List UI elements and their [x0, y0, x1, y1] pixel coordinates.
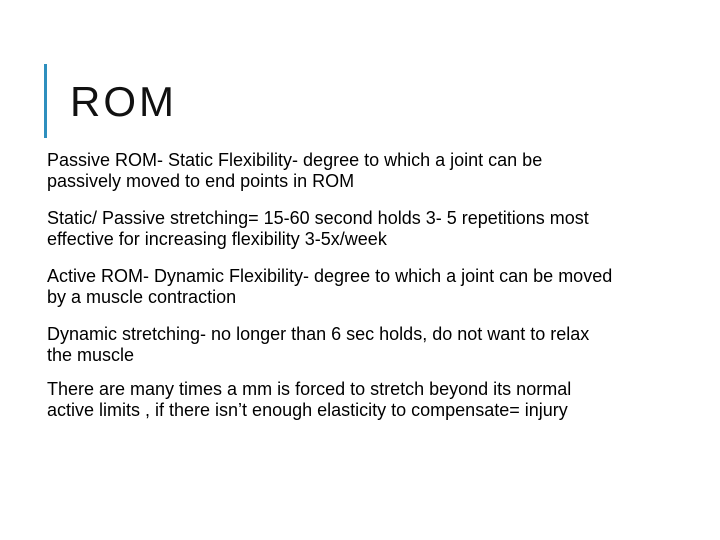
paragraph-static-stretching: Static/ Passive stretching= 15-60 second holds 3- 5 repetitions most effective for increasing flexibility 3-5x/week [47, 208, 589, 249]
paragraph-active-rom: Active ROM- Dynamic Flexibility- degree to which a joint can be moved by a muscle contraction [47, 266, 613, 307]
title-accent-bar [44, 64, 47, 138]
slide-body [47, 150, 697, 437]
slide-title: ROM [70, 78, 177, 125]
paragraph-dynamic-stretching: Dynamic stretching- no longer than 6 sec holds, do not want to relax the muscle [47, 324, 590, 365]
paragraph-passive-rom: Passive ROM- Static Flexibility- degree to which a joint can be passively moved to end points in ROM [47, 150, 543, 191]
paragraph-injury-note: There are many times a mm is forced to stretch beyond its normal active limits , if there isn’t enough elasticity to compensate= injury [47, 379, 572, 420]
